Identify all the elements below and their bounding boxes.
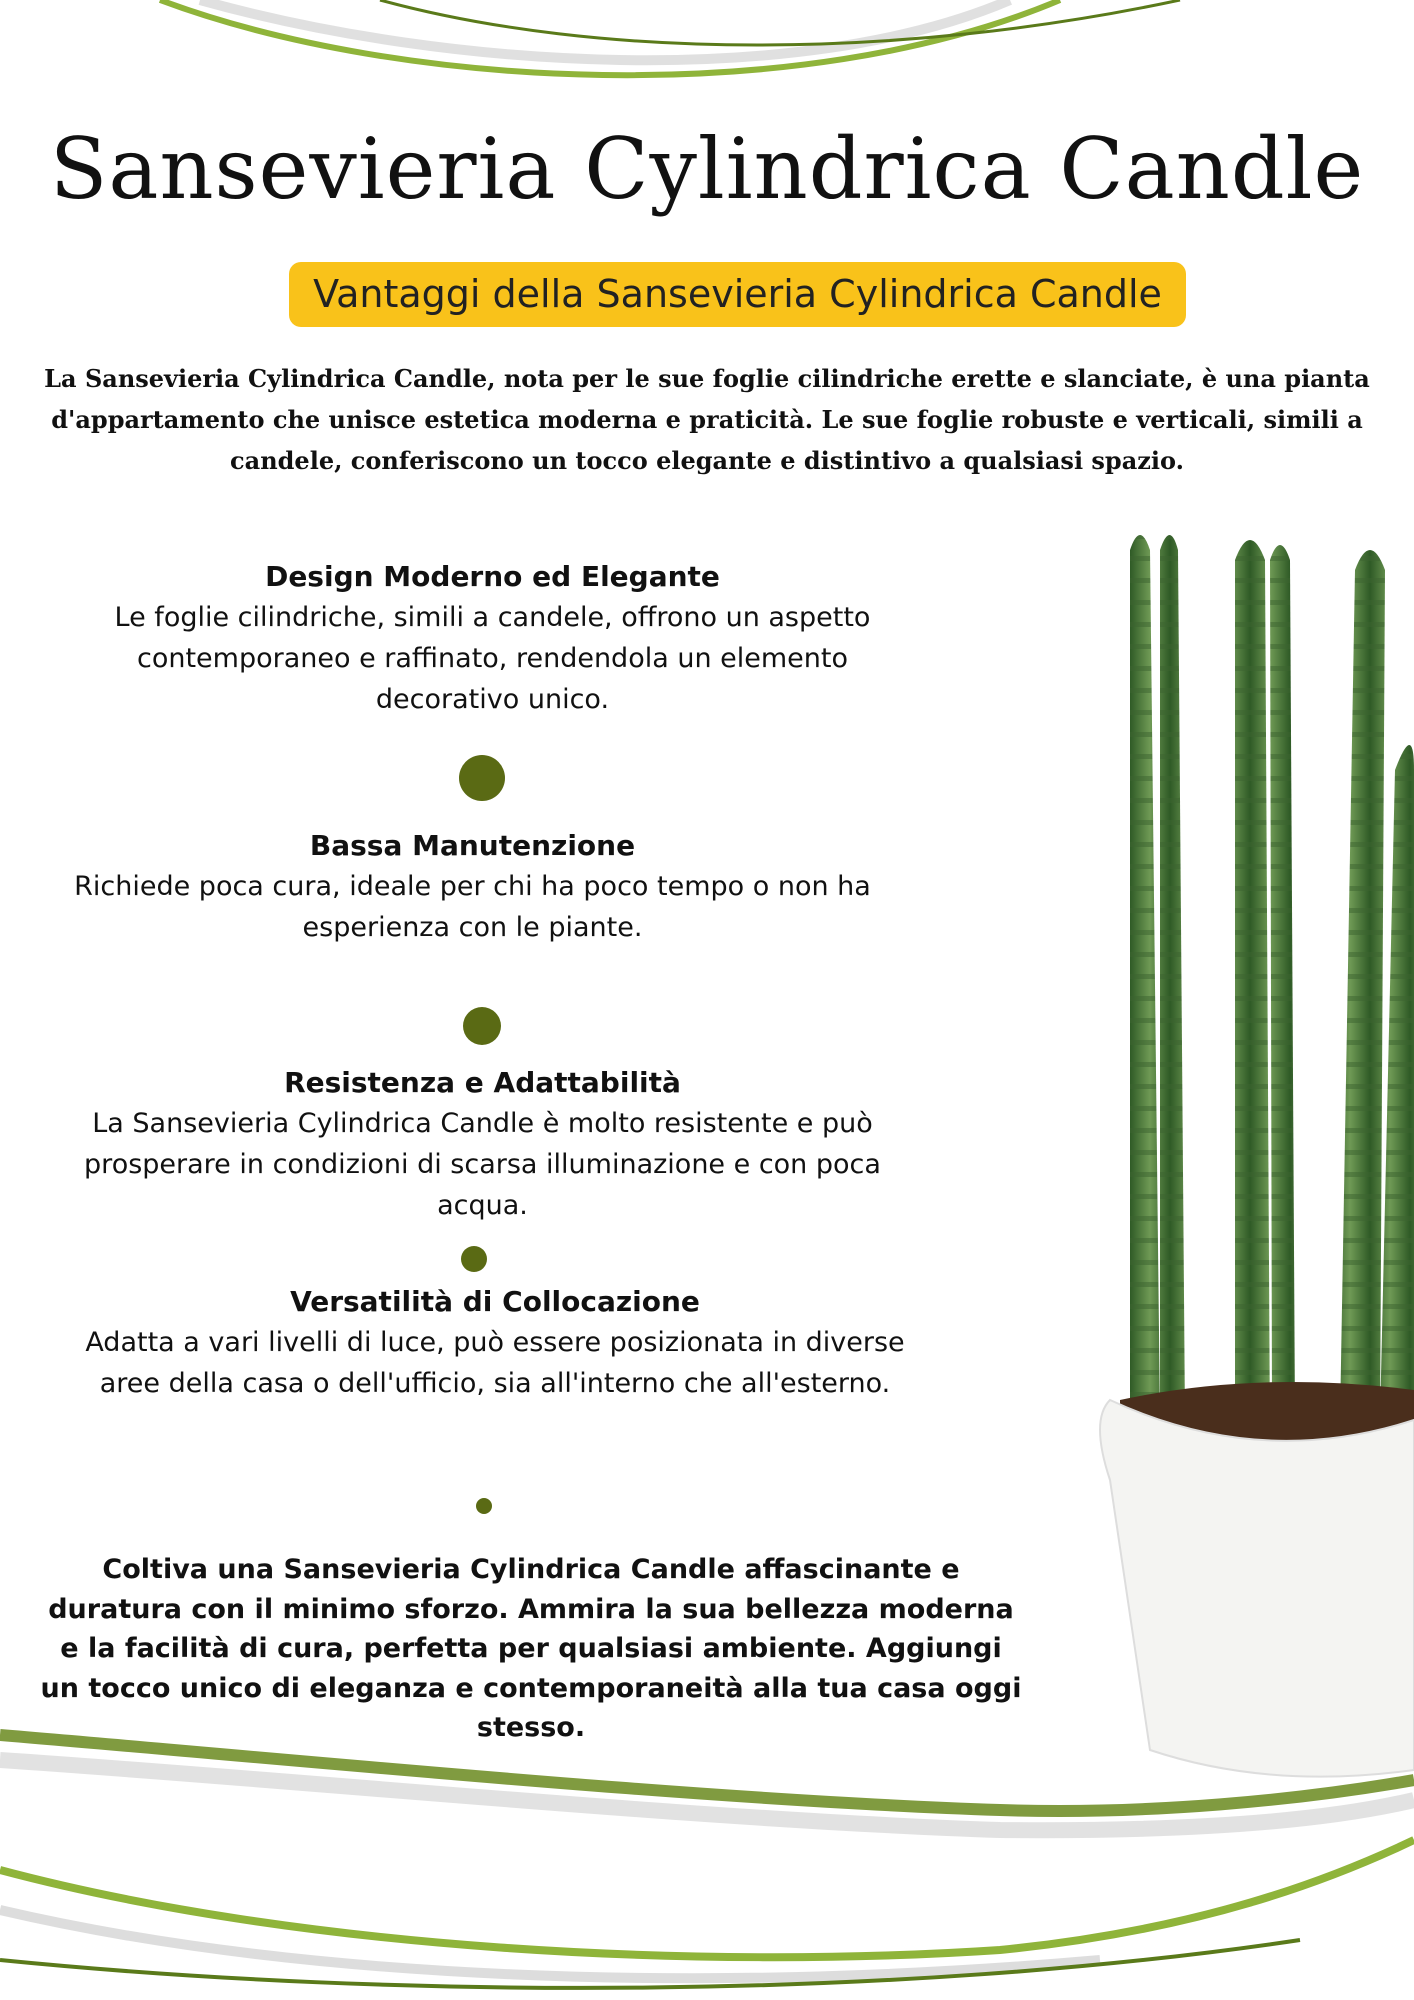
section-body: Adatta a vari livelli di luce, può essere posizionata in diverse aree della casa o dell'ufficio, sia all'interno che all'esterno.: [85, 1327, 905, 1399]
bullet-dot: [476, 1498, 492, 1514]
intro-paragraph: La Sansevieria Cylindrica Candle, nota per le sue foglie cilindriche erette e slanciate, è una pianta d'appartamento che unisce estetica moderna e praticità. Le sue foglie robuste e verticali, simili a candele, conferiscono un tocco elegante e distintivo a qualsiasi spazio.: [44, 364, 1370, 475]
plant-image: [1090, 520, 1414, 1790]
page-title: Sansevieria Cylindrica Candle: [49, 120, 1365, 218]
section-heading: Resistenza e Adattabilità: [284, 1066, 681, 1099]
bullet-dot: [459, 755, 505, 801]
bullet-dot: [463, 1007, 501, 1045]
section-body: Le foglie cilindriche, simili a candele, offrono un aspetto contemporaneo e raffinato, rendendola un elemento decorativo unico.: [114, 602, 871, 715]
subtitle-banner: Vantaggi della Sansevieria Cylindrica Candle: [289, 262, 1186, 327]
section-design: [100, 556, 885, 720]
section-heading: Bassa Manutenzione: [309, 829, 636, 862]
bottom-swoosh-decoration: [0, 1720, 1414, 2000]
top-swoosh-decoration: [0, 0, 1414, 120]
section-body: La Sansevieria Cylindrica Candle è molto resistente e può prosperare in condizioni di scarsa illuminazione e con poca acqua.: [84, 1108, 881, 1221]
bullet-dot: [461, 1246, 487, 1272]
section-versatility: [60, 1281, 930, 1404]
closing-paragraph: Coltiva una Sansevieria Cylindrica Candle affascinante e duratura con il minimo sforzo. Ammira la sua bellezza moderna e la facilità di cura, perfetta per qualsiasi ambiente. Aggiungi un tocco unico di eleganza e contemporaneità alla tua casa oggi stesso.: [40, 1554, 1022, 1743]
section-maintenance: [60, 825, 885, 948]
section-heading: Versatilità di Collocazione: [290, 1285, 700, 1318]
section-body: Richiede poca cura, ideale per chi ha poco tempo o non ha esperienza con le piante.: [74, 871, 871, 943]
section-resistance: [65, 1062, 900, 1226]
section-heading: Design Moderno ed Elegante: [265, 560, 720, 593]
